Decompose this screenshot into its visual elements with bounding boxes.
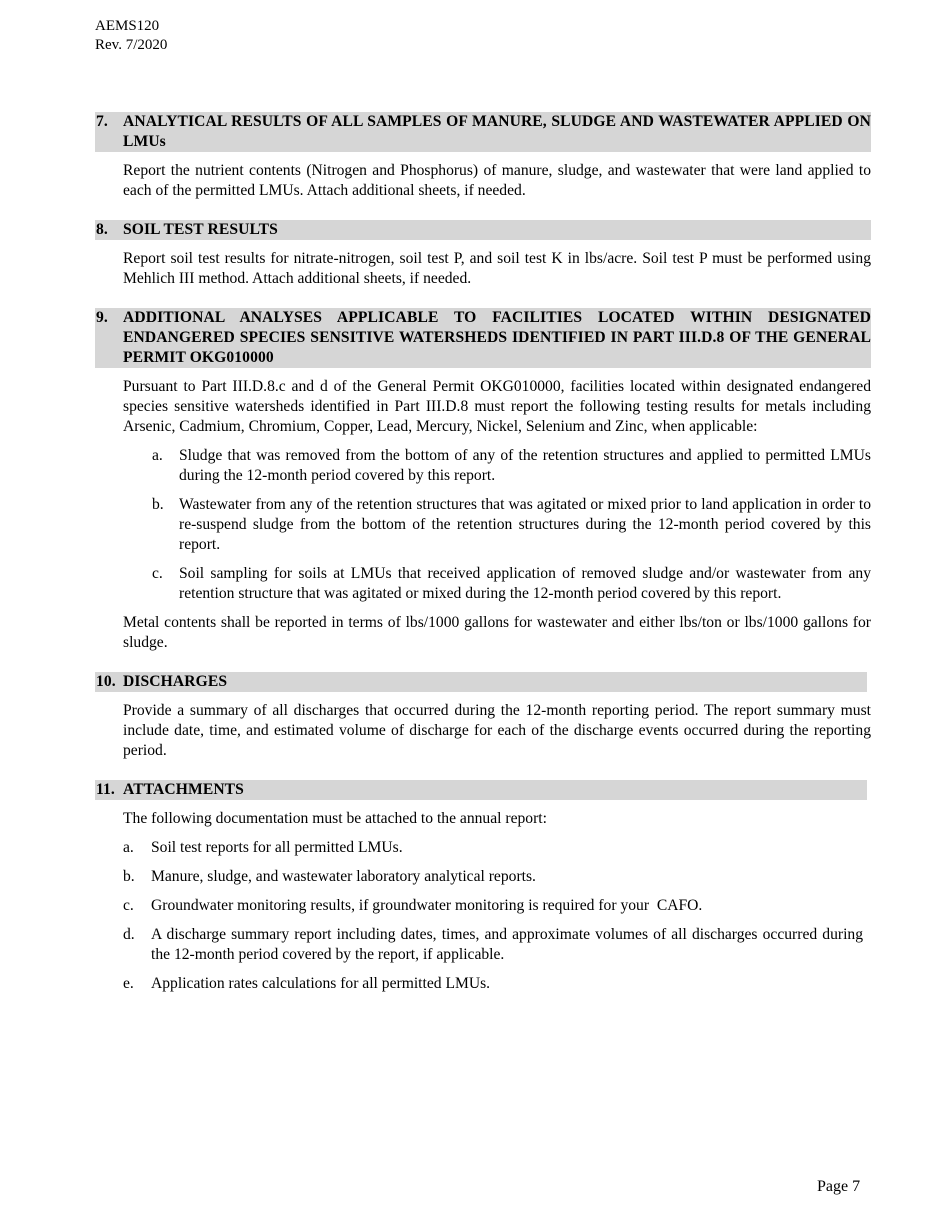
list-text: Manure, sludge, and wastewater laboratory analytical reports.: [151, 868, 536, 885]
list-letter: c.: [152, 565, 163, 582]
list-item: [123, 838, 871, 858]
list-text: Application rates calculations for all permitted LMUs.: [151, 975, 491, 992]
page-header: [95, 17, 167, 55]
list-text: Sludge that was removed from the bottom of any of the retention structures and applied to permitted LMUs during the 12-month period covered by this report.: [179, 447, 871, 484]
list-letter: d.: [123, 926, 135, 943]
section-title: ADDITIONAL ANALYSES APPLICABLE TO FACILITIES LOCATED WITHIN DESIGNATED ENDANGERED SPECIES SENSITIVE WATERSHEDS IDENTIFIED IN PART III.D.8 OF THE GENERAL PERMIT OKG010000: [123, 309, 871, 366]
section-11-intro: The following documentation must be attached to the annual report:: [123, 810, 547, 827]
section-10-body: Provide a summary of all discharges that occurred during the 12-month reporting period. The report summary must include date, time, and estimated volume of discharge for each of the discharge events occurred during the reporting period.: [123, 702, 871, 759]
attachments-list: [123, 838, 871, 994]
list-letter: a.: [123, 839, 134, 856]
list-letter: b.: [152, 496, 164, 513]
section-9-closing: Metal contents shall be reported in terms of lbs/1000 gallons for wastewater and either lbs/ton or lbs/1000 gallons for sludge.: [123, 614, 871, 651]
list-text: Wastewater from any of the retention structures that was agitated or mixed prior to land application in order to re-suspend sludge from the bottom of the retention structures during the 12-month period covered by this report.: [179, 496, 871, 553]
revision-date: Rev. 7/2020: [95, 37, 168, 53]
section-7: [95, 112, 871, 201]
section-number: 10.: [96, 673, 116, 690]
list-text: Soil test reports for all permitted LMUs.: [151, 839, 403, 856]
section-9-list: [152, 446, 871, 604]
list-letter: b.: [123, 868, 135, 885]
section-title: SOIL TEST RESULTS: [123, 221, 278, 238]
page-content: [95, 112, 871, 1013]
section-10-heading: [95, 672, 867, 692]
list-item: [152, 446, 871, 486]
list-item: [123, 925, 871, 965]
section-9-intro: Pursuant to Part III.D.8.c and d of the General Permit OKG010000, facilities located within designated endangered species sensitive watersheds identified in Part III.D.8 must report the following testing results for metals including Arsenic, Cadmium, Chromium, Copper, Lead, Mercury, Nickel, Selenium and Zinc, when applicable:: [123, 378, 871, 435]
section-8-body: Report soil test results for nitrate-nitrogen, soil test P, and soil test K in lbs/acre. Soil test P must be performed using Mehlich III method. Attach additional sheets, if needed.: [123, 250, 871, 287]
list-item: [123, 974, 871, 994]
section-8-heading: [95, 220, 871, 240]
list-letter: c.: [123, 897, 134, 914]
section-number: 7.: [96, 113, 108, 130]
list-item: [152, 564, 871, 604]
section-9-heading: [95, 308, 871, 368]
list-item: [152, 495, 871, 555]
section-9: [95, 308, 871, 653]
list-letter: a.: [152, 447, 163, 464]
section-11: [95, 780, 871, 994]
section-number: 11.: [96, 781, 115, 798]
section-10: [95, 672, 871, 761]
list-text: A discharge summary report including dates, times, and approximate volumes of all discharges occurred during the 12-month period covered by the report, if applicable.: [151, 926, 863, 963]
list-item: [123, 867, 871, 887]
section-number: 9.: [96, 309, 108, 326]
form-id: AEMS120: [95, 18, 160, 34]
section-title: DISCHARGES: [123, 673, 228, 690]
section-11-heading: [95, 780, 867, 800]
section-7-body: Report the nutrient contents (Nitrogen and Phosphorus) of manure, sludge, and wastewater that were land applied to each of the permitted LMUs. Attach additional sheets, if needed.: [123, 162, 871, 199]
section-8: [95, 220, 871, 289]
section-7-heading: [95, 112, 871, 152]
page-number: Page 7: [817, 1178, 861, 1195]
section-title: ANALYTICAL RESULTS OF ALL SAMPLES OF MANURE, SLUDGE AND WASTEWATER APPLIED ON LMUs: [123, 113, 871, 150]
section-title: ATTACHMENTS: [123, 781, 244, 798]
list-text: Groundwater monitoring results, if groundwater monitoring is required for your CAFO.: [151, 897, 703, 914]
section-number: 8.: [96, 221, 108, 238]
list-letter: e.: [123, 975, 134, 992]
list-text: Soil sampling for soils at LMUs that received application of removed sludge and/or wastewater from any retention structure that was agitated or mixed during the 12-month period covered by this report.: [179, 565, 871, 602]
list-item: [123, 896, 871, 916]
